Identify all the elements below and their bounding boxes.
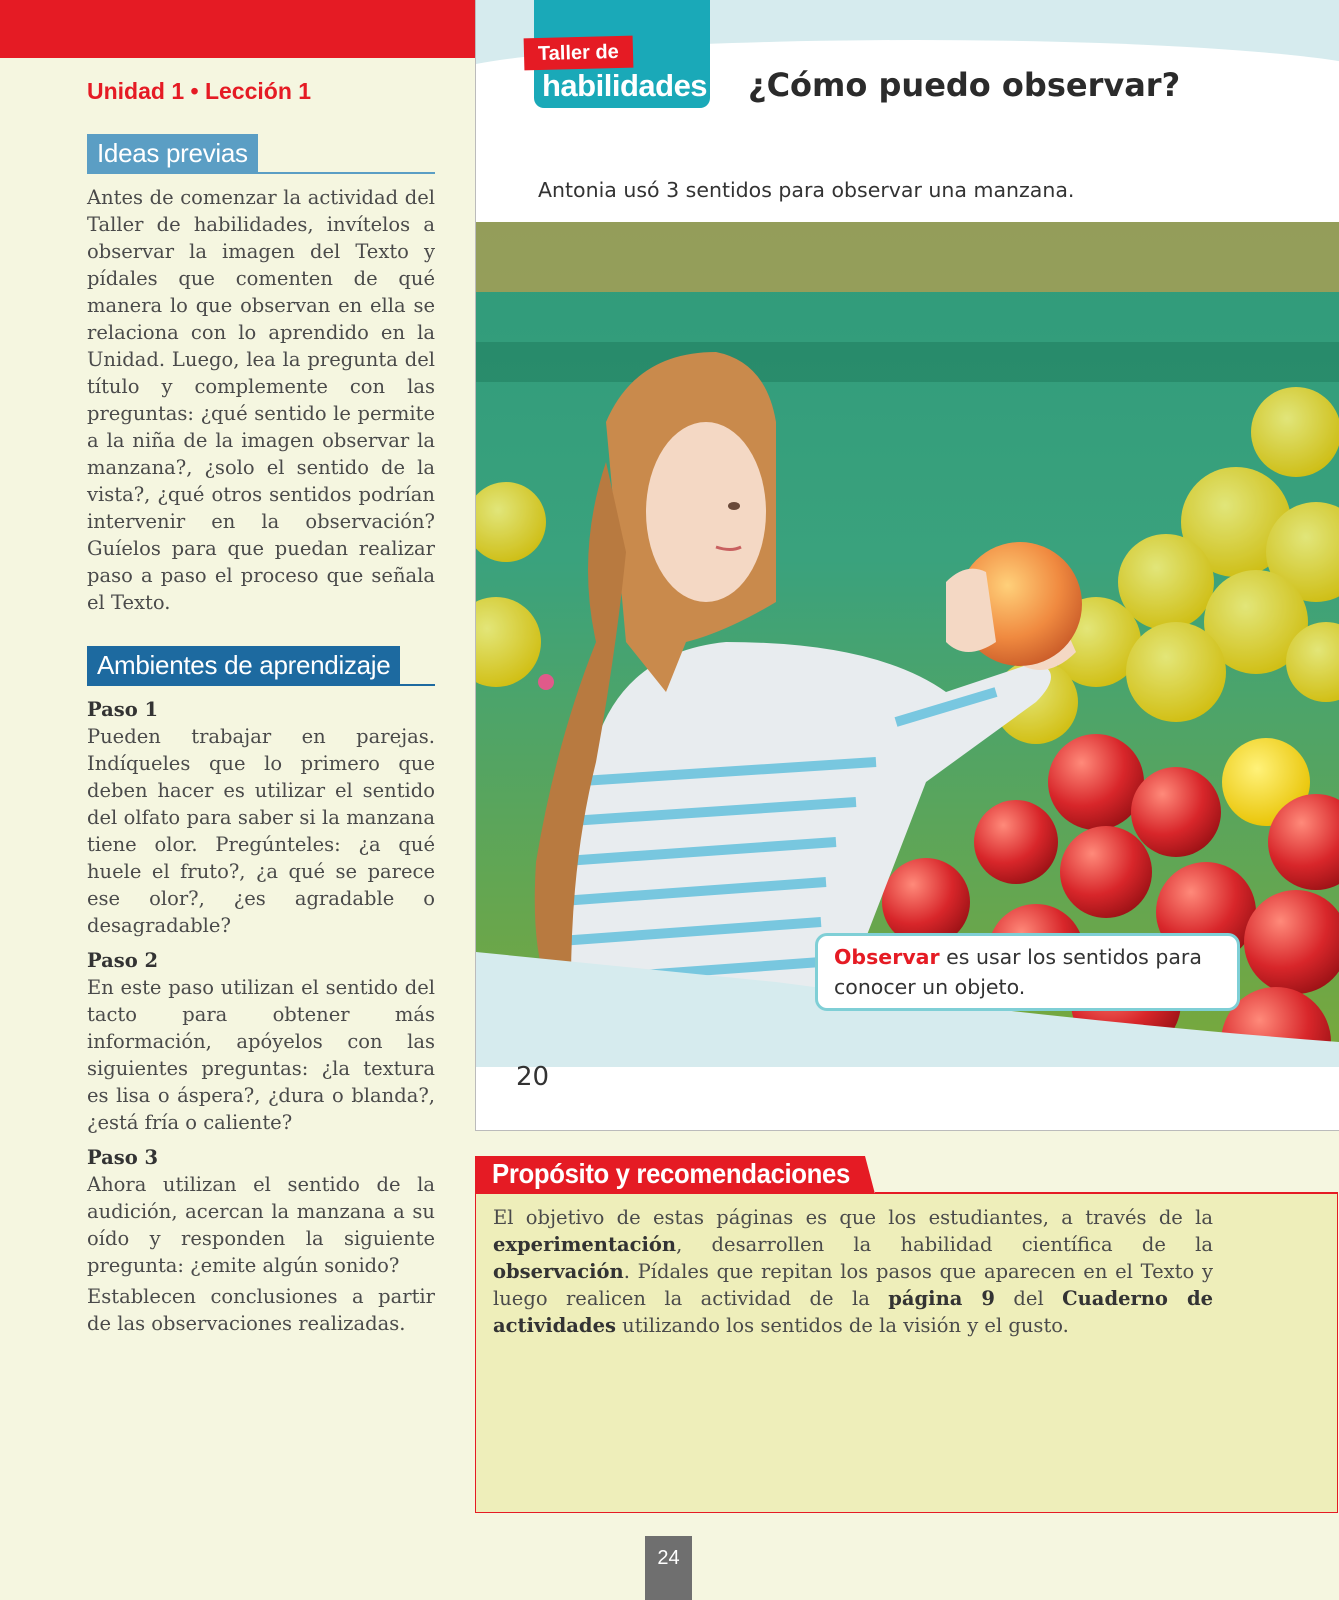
student-page-thumbnail <box>475 0 1339 1131</box>
conclusion-text: Establecen conclusiones a partir de las observaciones realizadas. <box>87 1284 435 1335</box>
paso-2-text: En este paso utilizan el sentido del tacto para obtener más información, apóyelos con las siguientes preguntas: ¿la textura es lisa o áspera?, ¿dura o blanda?, ¿está fría o caliente? <box>87 975 435 1134</box>
definition-term: Observar <box>834 945 940 969</box>
paso-1-text: Pueden trabajar en parejas. Indíqueles que lo primero que deben hacer es utilizar el sentido del olfato para saber si la manzana tiene olor. Pregúnteles: ¿a qué huele el fruto?, ¿a qué se parece ese olor?, ¿es agradable o desagradable? <box>87 724 435 937</box>
student-page-title: ¿Cómo puedo observar? <box>748 66 1181 104</box>
student-page-intro: Antonia usó 3 sentidos para observar una manzana. <box>538 178 1075 202</box>
proposito-text: El objetivo de estas páginas es que los estudiantes, a través de la experimentación, desarrollen la habilidad científica de la observación. Pídales que repitan los pasos que aparecen en el Texto y luego realicen la actividad de la página 9 del Cuaderno de actividades utilizando los sentidos de la visión y el gusto. <box>493 1206 1213 1337</box>
paso-2-title: Paso 2 <box>87 948 159 972</box>
paso-3-text: Ahora utilizan el sentido de la audición, acercan la manzana a su oído y responden la siguiente pregunta: ¿emite algún sonido? <box>87 1172 435 1277</box>
ideas-previas-heading <box>87 134 435 176</box>
ambientes-heading <box>87 646 435 688</box>
unit-lesson-title: Unidad 1 • Lección 1 <box>87 78 312 104</box>
taller-main-label: habilidades <box>542 68 708 103</box>
ambientes-label: Ambientes de aprendizaje <box>87 646 400 685</box>
teacher-guide-column <box>87 78 435 1337</box>
paso-1-title: Paso 1 <box>87 697 159 721</box>
definition-text: es usar los sentidos para conocer un objeto. <box>834 945 1202 999</box>
proposito-box <box>475 1193 1338 1513</box>
page-number: 24 <box>645 1536 692 1600</box>
proposito-heading-label: Propósito y recomendaciones <box>492 1158 850 1189</box>
paso-3-title: Paso 3 <box>87 1145 159 1169</box>
top-color-bar <box>0 0 476 58</box>
taller-tag: Taller de <box>524 36 634 71</box>
ideas-previas-text: Antes de comenzar la actividad del Taller de habilidades, invítelos a observar la imagen del Texto y pídales que comenten de qué manera lo que observan en ella se relaciona con lo aprendido en la Unidad. Luego, lea la pregunta del título y complemente con las preguntas: ¿qué sentido le permite a la niña de la imagen observar la manzana?, ¿solo el sentido de la vista?, ¿qué otros sentidos podrían intervenir en la observación? Guíelos para que puedan realizar paso a paso el proceso que señala el Texto. <box>87 185 435 614</box>
student-page-number: 20 <box>516 1062 550 1092</box>
ideas-previas-label: Ideas previas <box>87 134 258 173</box>
proposito-heading <box>475 1156 875 1194</box>
definition-box <box>815 933 1240 1011</box>
